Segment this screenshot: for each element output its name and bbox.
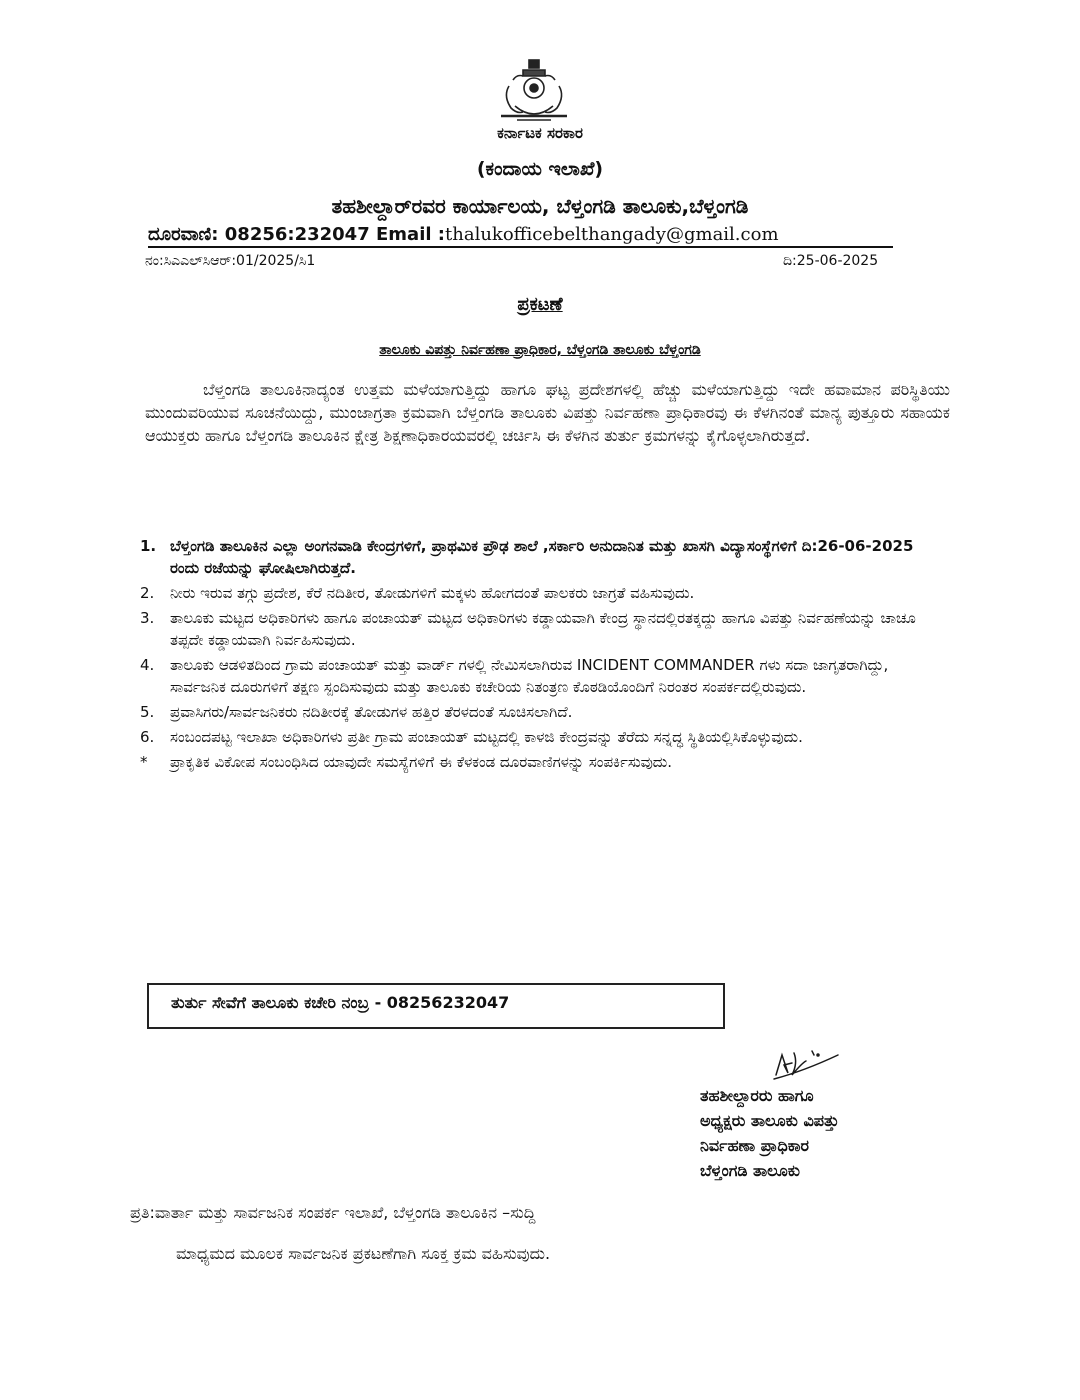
item-text: ನೀರು ಇರುವ ತಗ್ಗು ಪ್ರದೇಶ, ಕೆರೆ ನದಿತೀರ, ತೋಡುಗಳಿಗೆ ಮಕ್ಕಳು ಹೋಗದಂತೆ ಪಾಲಕರು ಜಾಗ್ರತೆ ವಹಿಸುವುದು. [170,584,695,602]
list-item [140,726,940,748]
notice-heading [0,294,1080,315]
helpline-text: ತುರ್ತು ಸೇವೆಗೆ ತಾಲೂಕು ಕಚೇರಿ ನಂಬ್ರ - 08256232047 [171,993,510,1012]
item-number: 1. [140,537,157,555]
government-name: ಕರ್ನಾಟಕ ಸರಕಾರ [497,124,583,142]
phone-label: ದೂರವಾಣಿ: [148,224,225,245]
intro-paragraph: ಬೆಳ್ತಂಗಡಿ ತಾಲೂಕಿನಾದ್ಯಂತ ಉತ್ತಮ ಮಳೆಯಾಗುತ್ತಿದ್ದು ಹಾಗೂ ಘಟ್ಟ ಪ್ರದೇಶಗಳಲ್ಲಿ ಹೆಚ್ಚು ಮಳೆಯಾಗುತ್ತಿದ್ದು ಇದೇ ಹವಾಮಾನ ಪರಿಸ್ಥಿತಿಯು ಮುಂದುವರಿಯುವ ಸೂಚನೆಯಿದ್ದು, ಮುಂಜಾಗ್ರತಾ ಕ್ರಮವಾಗಿ ಬೆಳ್ತಂಗಡಿ ತಾಲೂಕು ವಿಪತ್ತು ನಿರ್ವಹಣಾ ಪ್ರಾಧಿಕಾರವು ಈ ಕೆಳಗಿನಂತೆ ಮಾನ್ಯ ಪುತ್ತೂರು ಸಹಾಯಕ ಆಯುಕ್ತರು ಹಾಗೂ ಬೆಳ್ತಂಗಡಿ ತಾಲೂಕಿನ ಕ್ಷೇತ್ರ ಶಿಕ್ಷಣಾಧಿಕಾರಯವರಲ್ಲಿ ಚರ್ಚಿಸಿ ಈ ಕೆಳಗಿನ ತುರ್ತು ಕ್ರಮಗಳನ್ನು ಕೈಗೊಳ್ಳಲಾಗಿರುತ್ತದೆ. [145,380,950,445]
item-number: 5. [140,703,155,721]
department-name: (ಕಂದಾಯ ಇಲಾಖೆ) [476,158,604,180]
office-name: ತಹಶೀಲ್ದಾರ್‌ರವರ ಕಾರ್ಯಾಲಯ, ಬೆಳ್ತಂಗಡಿ ತಾಲೂಕು,ಬೆಳ್ತಂಗಡಿ [331,194,749,218]
notice-subheading [0,342,1080,358]
signatory-line: ನಿರ್ವಹಣಾ ಪ್ರಾಧಿಕಾರ [700,1136,810,1155]
email-address: thalukofficebelthangady@gmail.com [445,224,779,245]
item-text: ತಾಲೂಕು ಆಡಳಿತದಿಂದ ಗ್ರಾಮ ಪಂಚಾಯತ್ ಮತ್ತು ವಾರ್ಡ್ ಗಳಲ್ಲಿ ನೇಮಿಸಲಾಗಿರುವ INCIDENT COMMANDER ಗಳು ಸದಾ ಜಾಗೃತರಾಗಿದ್ದು, ಸಾರ್ವಜನಿಕ ದೂರುಗಳಿಗೆ ತಕ್ಷಣ ಸ್ಪಂದಿಸುವುದು ಮತ್ತು ತಾಲೂಕು ಕಚೇರಿಯ ನಿತಂತ್ರಣ ಕೊಠಡಿಯೊಂದಿಗೆ ನಿರಂತರ ಸಂಪರ್ಕದಲ್ಲಿರುವುದು. [170,656,889,696]
document-date: ದಿ:25-06-2025 [783,253,879,269]
instruction-list [140,535,940,776]
list-item [140,535,940,579]
list-item [140,701,940,723]
item-number: 3. [140,609,155,627]
contact-line [148,224,893,248]
copy-to-line: ಮಾಧ್ಯಮದ ಮೂಲಕ ಸಾರ್ವಜನಿಕ ಪ್ರಕಟಣೆಗಾಗಿ ಸೂಕ್ತ ಕ್ರಮ ವಹಿಸುವುದು. [176,1244,551,1263]
item-text: ತಾಲೂಕು ಮಟ್ಟದ ಅಧಿಕಾರಿಗಳು ಹಾಗೂ ಪಂಚಾಯತ್ ಮಟ್ಟದ ಅಧಿಕಾರಿಗಳು ಕಡ್ಡಾಯವಾಗಿ ಕೇಂದ್ರ ಸ್ಥಾನದಲ್ಲಿರತಕ್ಕದ್ದು ಹಾಗೂ ವಿಪತ್ತು ನಿರ್ವಹಣೆಯನ್ನು ಚಾಚೂ ತಪ್ಪದೇ ಕಡ್ಡಾಯವಾಗಿ ನಿರ್ವಹಿಸುವುದು. [170,609,916,649]
signatory-line: ಬೆಳ್ತಂಗಡಿ ತಾಲೂಕು [700,1161,801,1180]
email-label: Email : [369,224,446,245]
signatory-line: ತಹಶೀಲ್ದಾರರು ಹಾಗೂ [700,1086,814,1105]
item-text: ಸಂಬಂದಪಟ್ಟ ಇಲಾಖಾ ಅಧಿಕಾರಿಗಳು ಪ್ರತೀ ಗ್ರಾಮ ಪಂಚಾಯತ್ ಮಟ್ಟದಲ್ಲಿ ಕಾಳಜಿ ಕೇಂದ್ರವನ್ನು ತೆರೆದು ಸನ್ನದ್ಧ ಸ್ಥಿತಿಯಲ್ಲಿಸಿಕೊಳ್ಳುವುದು. [170,728,803,746]
item-number: 6. [140,728,155,746]
item-number: 4. [140,656,155,674]
list-item [140,582,940,604]
list-item [140,607,940,651]
karnataka-emblem-icon [495,58,573,126]
notice-subheading-text: ತಾಲೂಕು ವಿಪತ್ತು ನಿರ್ವಹಣಾ ಪ್ರಾಧಿಕಾರ, ಬೆಳ್ತಂಗಡಿ ತಾಲೂಕು ಬೆಳ್ತಂಗಡಿ [379,342,701,358]
item-text: ಪ್ರವಾಸಿಗರು/ಸಾರ್ವಜನಿಕರು ನದಿತೀರಕ್ಕೆ ತೋಡುಗಳ ಹತ್ತಿರ ತೆರಳದಂತೆ ಸೂಚಿಸಲಾಗಿದೆ. [170,703,573,721]
notice-heading-text: ಪ್ರಕಟಣೆ [517,294,563,315]
list-item [140,654,940,698]
reference-number: ನಂ:ಸಿಎಎಲ್‌ಸಿಆರ್:01/2025/ಸಿ1 [145,253,316,269]
list-item [140,751,940,773]
item-bullet: * [140,753,148,771]
helpline-box [147,983,725,1029]
signatory-line: ಅಧ್ಯಕ್ಷರು ತಾಲೂಕು ವಿಪತ್ತು [700,1111,839,1130]
item-text: ಬೆಳ್ತಂಗಡಿ ತಾಲೂಕಿನ ಎಲ್ಲಾ ಅಂಗನವಾಡಿ ಕೇಂದ್ರಗಳಿಗೆ, ಪ್ರಾಥಮಿಕ ಪ್ರೌಢ ಶಾಲೆ ,ಸರ್ಕಾರಿ ಅನುದಾನಿತ ಮತ್ತು ಖಾಸಗಿ ವಿದ್ಯಾಸಂಸ್ಥೆಗಳಿಗೆ ದಿ:26-06-2025 ರಂದು ರಜೆಯನ್ನು ಘೋಷಿಲಾಗಿರುತ್ತದೆ. [170,537,914,577]
item-number: 2. [140,584,155,602]
phone-number: 08256:232047 [224,224,370,245]
copy-to-line: ಪ್ರತಿ:ವಾರ್ತಾ ಮತ್ತು ಸಾರ್ವಜನಿಕ ಸಂಪರ್ಕ ಇಲಾಖೆ, ಬೆಳ್ತಂಗಡಿ ತಾಲೂಕಿನ –ಸುದ್ದಿ [130,1203,536,1222]
item-text: ಪ್ರಾಕೃತಿಕ ವಿಕೋಪ ಸಂಬಂಧಿಸಿದ ಯಾವುದೇ ಸಮಸ್ಯೆಗಳಿಗೆ ಈ ಕೆಳಕಂಡ ದೂರವಾಣಿಗಳನ್ನು ಸಂಪರ್ಕಿಸುವುದು. [170,753,673,771]
signatory-block [700,1083,839,1183]
